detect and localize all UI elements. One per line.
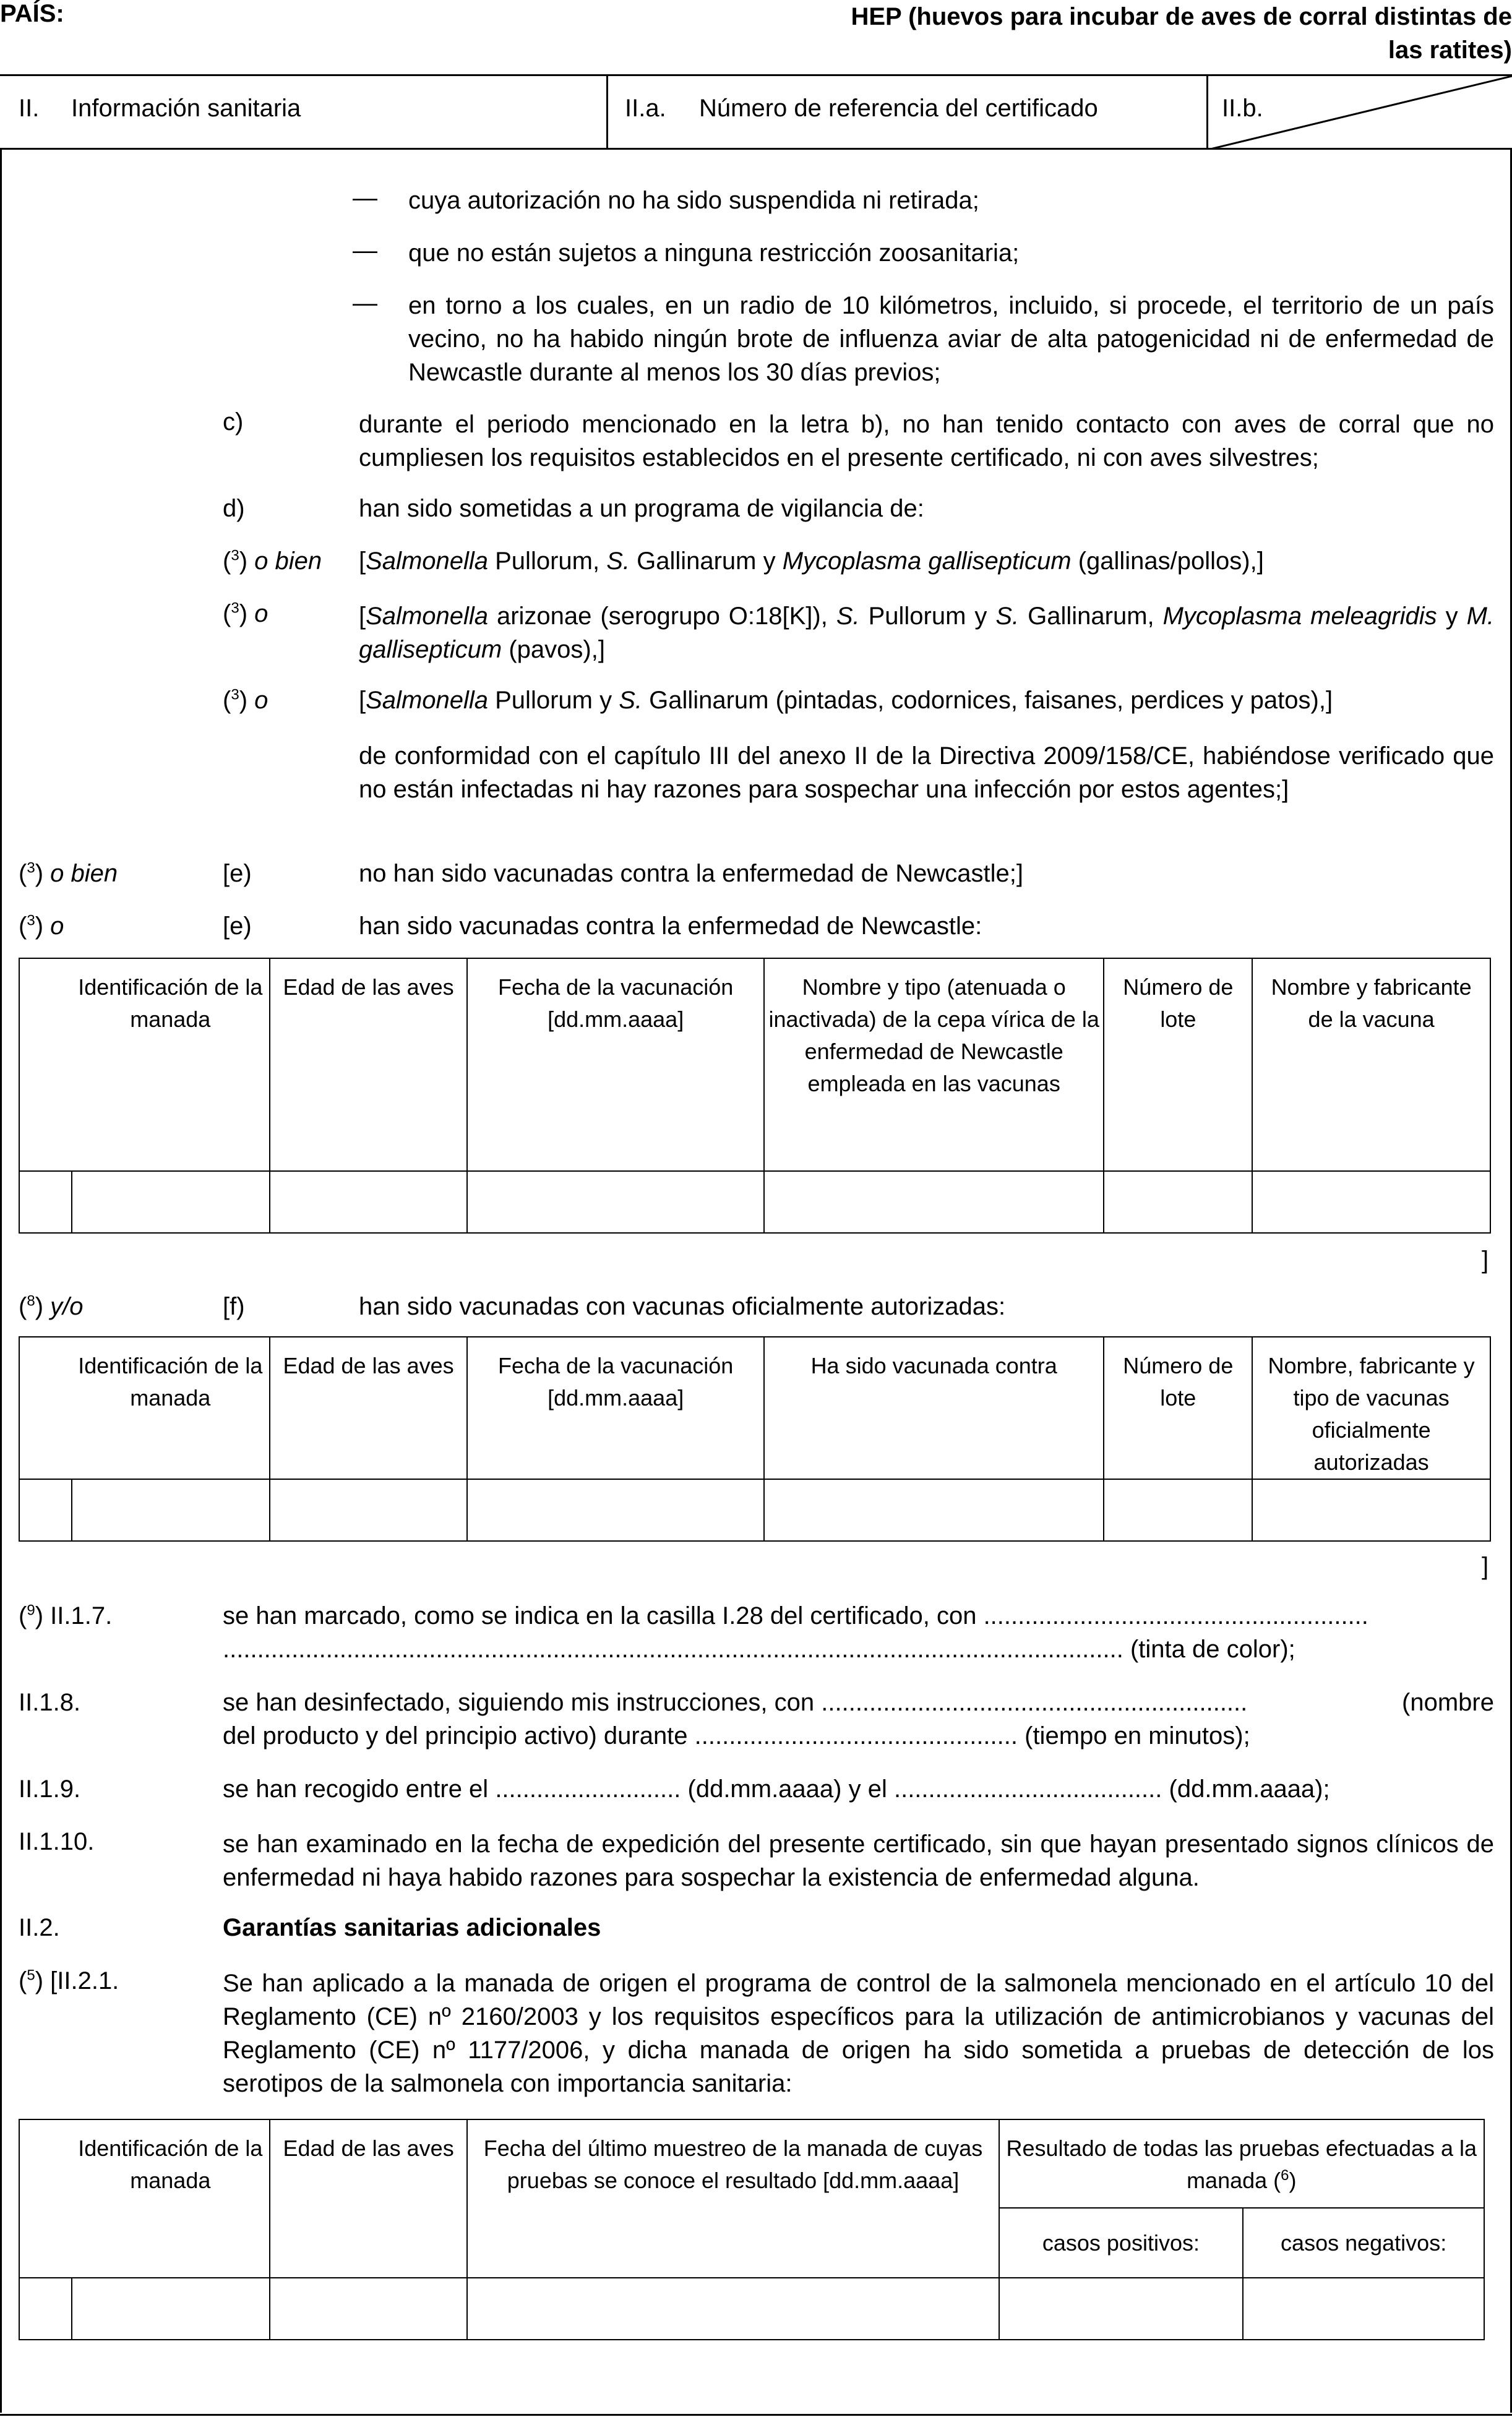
column-header: Identificación de la manada	[72, 958, 270, 1171]
country-label: PAÍS:	[0, 0, 64, 27]
option-1-marker: ($^3$) o bien	[223, 547, 322, 575]
item-f-label: [f)	[223, 1293, 245, 1320]
positive-cases-header: casos positivos:	[999, 2208, 1244, 2278]
table-cell	[1252, 1171, 1490, 1233]
table-cell	[764, 1479, 1104, 1541]
ii118-line1: se han desinfectado, siguiendo mis instrucciones, con .............................................................. (nombre	[223, 1689, 1494, 1716]
table-cell	[72, 2278, 270, 2340]
option-1-text: [Salmonella Pullorum, S. Gallinarum y Mycoplasma gallisepticum (gallinas/pollos),]	[359, 547, 1264, 575]
table-cell	[270, 1171, 468, 1233]
column-header: Fecha de la vacunación [dd.mm.aaaa]	[467, 958, 764, 1171]
ii119-text: se han recogido entre el ........................... (dd.mm.aaaa) y el ....................................... (dd.mm.aaaa);	[223, 1775, 1330, 1803]
section-iib: II.b.	[1222, 95, 1263, 122]
item-e1-text: no han sido vacunadas contra la enfermedad de Newcastle;]	[359, 860, 1024, 887]
table-cell	[467, 2278, 999, 2340]
column-header: Identificación de la manada	[72, 1337, 270, 1479]
table-cell	[1243, 2278, 1484, 2340]
item-c-text: durante el periodo mencionado en la letra b), no han tenido contacto con aves de corral que no cumpliesen los requisitos establecidos en el presente certificado, ni con aves silvestres;	[359, 411, 1494, 471]
item-e1-label: [e)	[223, 860, 252, 887]
section-number: II.	[19, 95, 40, 122]
column-header: Número de lote	[1104, 1337, 1252, 1479]
table-cell	[467, 1171, 764, 1233]
dash-icon: —	[353, 290, 377, 317]
dash-item-2: que no están sujetos a ninguna restricción zoosanitaria;	[408, 239, 1020, 267]
option-3-text: [Salmonella Pullorum y S. Gallinarum (pintadas, codornices, faisanes, perdices y patos),]	[359, 687, 1333, 714]
dash-icon: —	[353, 237, 377, 264]
table-cell	[1104, 1479, 1252, 1541]
option-2-marker: ($^3$) o	[223, 599, 268, 627]
reference-label: Número de referencia del certificado	[699, 95, 1098, 122]
table-cell	[19, 1479, 72, 1541]
table-cell	[999, 2278, 1244, 2340]
table-cell	[72, 1479, 270, 1541]
table-cell	[72, 1171, 270, 1233]
item-c-label: c)	[223, 408, 244, 436]
column-header: Edad de las aves	[270, 1337, 468, 1479]
column-header: Identificación de la manada	[72, 2119, 270, 2278]
table-cell	[270, 2278, 468, 2340]
section-bar	[0, 74, 1512, 150]
column-header: Número de lote	[1104, 958, 1252, 1171]
certificate-title-line1: HEP (huevos para incubar de aves de corral distintas de	[851, 3, 1512, 30]
ii117-line1: se han marcado, como se indica en la casilla I.28 del certificado, con ........................................................	[223, 1602, 1368, 1629]
item-e2-text: han sido vacunadas contra la enfermedad de Newcastle:	[359, 912, 982, 940]
table-cell	[19, 958, 72, 1171]
ii118-line2: del producto y del principio activo) durante ............................................... (tiempo en minutos);	[223, 1722, 1250, 1749]
item-f-text: han sido vacunadas con vacunas oficialmente autorizadas:	[359, 1293, 1006, 1320]
item-d-text: han sido sometidas a un programa de vigilancia de:	[359, 495, 924, 522]
item-e2-label: [e)	[223, 912, 252, 940]
negative-cases-header: casos negativos:	[1243, 2208, 1484, 2278]
reference-number: II.a.	[625, 95, 666, 122]
ii2-label: II.2.	[19, 1914, 60, 1941]
authorized-vaccination-table	[19, 1336, 1491, 1542]
ii21-text: Se han aplicado a la manada de origen el programa de control de la salmonela mencionado en el artículo 10 del Reglamento (CE) nº 2160/2003 y los requisitos específicos para la utilización de antimicrobianos y vacunas del Reglamento (CE) nº 1177/2006, y dicha manada de origen ha sido sometida a pruebas de detección de los serotipos de la salmonela con importancia sanitaria:	[223, 1970, 1494, 2097]
section-label: Información sanitaria	[71, 95, 301, 122]
column-header: Ha sido vacunada contra	[764, 1337, 1104, 1479]
table-cell	[1252, 1479, 1490, 1541]
ii119-label: II.1.9.	[19, 1775, 81, 1803]
certificate-title-line2: las ratites)	[1388, 36, 1512, 64]
dash-icon: —	[353, 184, 377, 212]
table-cell	[1104, 1171, 1252, 1233]
item-f-marker: ($^8$) y/o	[19, 1292, 84, 1320]
item-d-label: d)	[223, 495, 245, 522]
column-header: Nombre y fabricante de la vacuna	[1252, 958, 1490, 1171]
option-2-text: [Salmonella arizonae (serogrupo O:18[K]), S. Pullorum y S. Gallinarum, Mycoplasma meleagridis y M. gallisepticum (pavos),]	[359, 603, 1494, 663]
ii1110-label: II.1.10.	[19, 1828, 95, 1855]
table-cell	[467, 1479, 764, 1541]
column-header: Fecha del último muestreo de la manada de cuyas pruebas se conoce el resultado [dd.mm.aaaa]	[467, 2119, 999, 2278]
option-3-marker: ($^3$) o	[223, 686, 268, 714]
diagonal-line	[1208, 76, 1512, 150]
closing-bracket: ]	[1482, 1553, 1489, 1580]
table-cell	[19, 2278, 72, 2340]
table-cell	[19, 2119, 72, 2278]
ii117-line2: ................................................................................................................................... (tinta de color);	[223, 1636, 1295, 1663]
ii21-marker: ($^5$) [II.2.1.	[19, 1967, 119, 1994]
column-header: Nombre y tipo (atenuada o inactivada) de la cepa vírica de la enfermedad de Newcastle empleada en las vacunas	[764, 958, 1104, 1171]
table-cell	[19, 1337, 72, 1479]
table-cell	[270, 1479, 468, 1541]
ii2-heading: Garantías sanitarias adicionales	[223, 1914, 601, 1941]
closing-bracket: ]	[1482, 1247, 1489, 1274]
table-cell	[19, 1171, 72, 1233]
ii1110-text: se han examinado en la fecha de expedición del presente certificado, sin que hayan presentado signos clínicos de enfermedad ni haya habido razones para sospechar la existencia de enfermedad alguna.	[223, 1831, 1494, 1891]
column-header: Edad de las aves	[270, 958, 468, 1171]
column-header: Nombre, fabricante y tipo de vacunas oficialmente autorizadas	[1252, 1337, 1490, 1479]
column-header: Edad de las aves	[270, 2119, 468, 2278]
dash-item-3: en torno a los cuales, en un radio de 10 kilómetros, incluido, si procede, el territorio de un país vecino, no ha habido ningún brote de influenza aviar de alta patogenicidad ni de enfermedad de Newcastle durante al menos los 30 días previos;	[408, 292, 1494, 386]
ii118-label: II.1.8.	[19, 1689, 81, 1716]
column-header: Fecha de la vacunación [dd.mm.aaaa]	[467, 1337, 764, 1479]
dash-item-1: cuya autorización no ha sido suspendida ni retirada;	[408, 187, 979, 214]
conformity-text: de conformidad con el capítulo III del anexo II de la Directiva 2009/158/CE, habiéndose verificado que no están infectadas ni hay razones para sospechar una infección por estos agentes;]	[359, 742, 1494, 803]
ii117-marker: ($^9$) II.1.7.	[19, 1602, 113, 1629]
newcastle-vaccination-table	[19, 958, 1491, 1234]
results-header: Resultado de todas las pruebas efectuadas a la manada ($^6$)	[999, 2119, 1484, 2208]
item-e1-marker: ($^3$) o bien	[19, 859, 118, 887]
certificate-title	[851, 0, 1512, 67]
salmonella-test-table	[19, 2119, 1485, 2340]
table-cell	[764, 1171, 1104, 1233]
item-e2-marker: ($^3$) o	[19, 912, 64, 940]
